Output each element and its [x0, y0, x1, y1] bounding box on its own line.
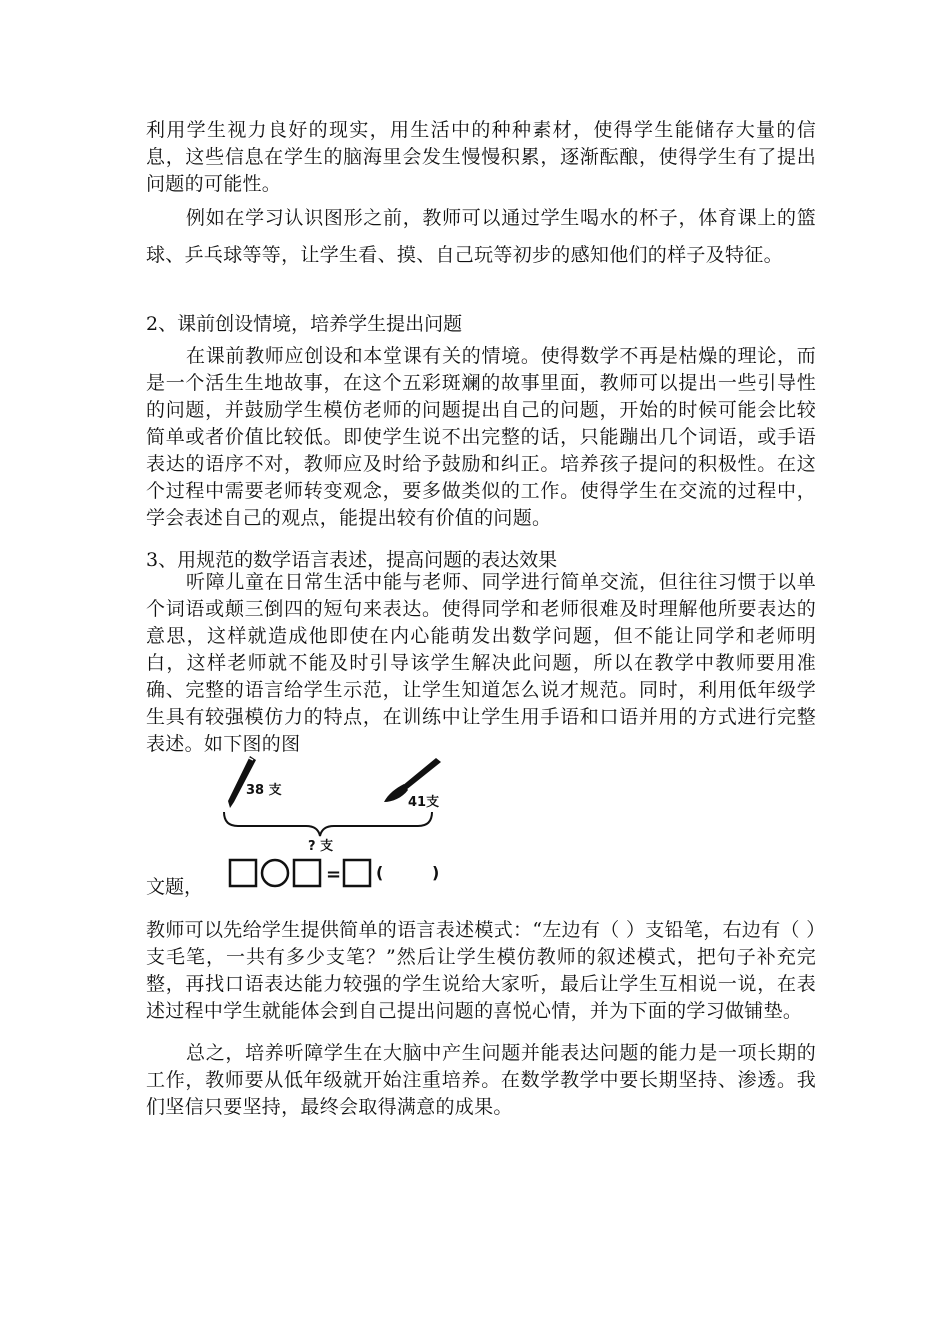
- equation-answer-box: [344, 860, 370, 886]
- section-heading-3: 3、用规范的数学语言表述，提高问题的表达效果: [146, 549, 558, 571]
- figure-prefix-text: 文题，: [146, 876, 204, 898]
- pencil-icon: [228, 756, 256, 808]
- paragraph-standard-language: 听障儿童在日常生活中能与老师、同学进行简单交流，但往往习惯于以单个词语或颠三倒四的短句来表达。使得同学和老师很难及时理解他所要表达的意思，这样就造成他即使在内心能萌发出数学问题，但不能让同学和老师明白，这样老师就不能及时引导该学生解决此问题，所以在教学中教师要用准确、完整的语言给学生示范，让学生知道怎么说才规范。同时，利用低年级学生具有较强模仿力的特点，在训练中让学生用手语和口语并用的方式进行完整表述。如下图的图: [146, 571, 816, 755]
- paragraph-create-situation: 在课前教师应创设和本堂课有关的情境。使得数学不再是枯燥的理论，而是一个活生生地故事，在这个五彩斑斓的故事里面，教师可以提出一些引导性的问题，并鼓励学生模仿老师的问题提出自己的问题，开始的时候可能会比较简单或者价值比较低。即使学生说不出完整的话，只能蹦出几个词语，或手语表达的语序不对，教师应及时给予鼓励和纠正。培养孩子提问的积极性。在这个过程中需要老师转变观念，要多做类似的工作。使得学生在交流的过程中，学会表述自己的观点，能提出较有价值的问题。: [146, 345, 816, 529]
- right-count-label: 41支: [408, 795, 440, 810]
- unit-paren-open: (: [376, 863, 384, 882]
- paragraph-visual-materials: 利用学生视力良好的现实，用生活中的种种素材，使得学生能储存大量的信息，这些信息在学生的脑海里会发生慢慢积累，逐渐酝酿，使得学生有了提出问题的可能性。: [146, 119, 816, 195]
- paragraph-language-model: 教师可以先给学生提供简单的语言表述模式：“左边有（ ）支铅笔，右边有（ ）支毛笔，一共有多少支笔？”然后让学生模仿教师的叙述模式，把句子补充完整，再找口语表达能力较强的学生说给大家听，最后让学生互相说一说，在表述过程中学生就能体会到自己提出问题的喜悦心情，并为下面的学习做铺垫。: [146, 919, 816, 1022]
- total-label: ? 支: [308, 839, 334, 854]
- equation-box-1: [230, 860, 256, 886]
- equation-operator-circle: [262, 860, 288, 886]
- left-count-label: 38 支: [246, 783, 282, 798]
- unit-paren-close: ): [432, 863, 440, 882]
- equals-sign: =: [326, 864, 342, 885]
- equation-box-2: [294, 860, 320, 886]
- word-problem-figure: [222, 752, 458, 892]
- paragraph-conclusion: 总之，培养听障学生在大脑中产生问题并能表达问题的能力是一项长期的工作，教师要从低年级就开始注重培养。在数学教学中要长期坚持、渗透。我们坚信只要坚持，最终会取得满意的成果。: [146, 1042, 816, 1118]
- paragraph-shapes-example: 例如在学习认识图形之前，教师可以通过学生喝水的杯子，体育课上的篮球、乒乓球等等，让学生看、摸、自己玩等初步的感知他们的样子及特征。: [146, 207, 816, 266]
- total-brace: [224, 812, 432, 836]
- section-heading-2: 2、课前创设情境，培养学生提出问题: [146, 313, 463, 335]
